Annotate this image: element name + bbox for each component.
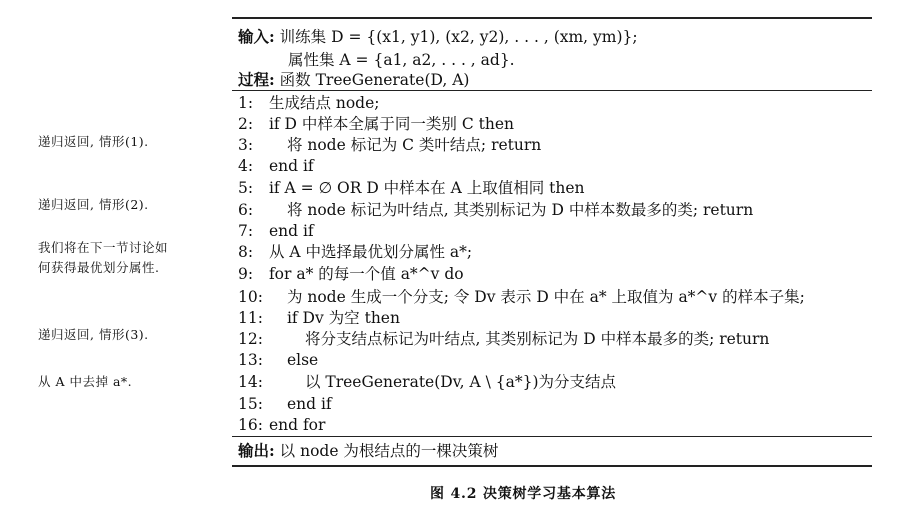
algorithm-line (238, 287, 858, 307)
line-code: end if (268, 222, 314, 240)
line-code: if Dv 为空 then (286, 309, 400, 327)
line-number: 10: (238, 288, 263, 306)
line-number: 2: (238, 115, 254, 133)
line-code: else (286, 351, 319, 369)
line-code: 生成结点 node; (268, 94, 380, 112)
input-line-1 (238, 27, 638, 47)
algorithm-line (238, 394, 858, 414)
process-line (238, 70, 469, 90)
line-code: if D 中样本全属于同一类别 C then (268, 115, 514, 133)
line-number: 6: (238, 201, 254, 219)
line-number: 1: (238, 94, 254, 112)
line-number: 5: (238, 179, 254, 197)
line-number: 8: (238, 243, 254, 261)
line-number: 12: (238, 330, 263, 348)
side-note-1: 递归返回, 情形(1). (38, 134, 149, 149)
line-number: 7: (238, 222, 254, 240)
algorithm-line (238, 221, 858, 241)
line-code: 以 TreeGenerate(Dv, A \ {a*})为分支结点 (304, 373, 616, 391)
input-training-set: 训练集 D = {(x1, y1), (x2, y2), . . . , (xm, ym)}; (279, 28, 638, 46)
side-note-3-line-2: 何获得最优划分属性. (38, 260, 160, 275)
algorithm-line (238, 200, 858, 220)
algorithm-line (238, 308, 858, 328)
algorithm-line (238, 350, 858, 370)
algorithm-line (238, 329, 858, 349)
side-note-2: 递归返回, 情形(2). (38, 197, 149, 212)
line-code: 将 node 标记为叶结点, 其类别标记为 D 中样本数最多的类; return (286, 201, 754, 219)
line-code: if A = ∅ OR D 中样本在 A 上取值相同 then (268, 179, 585, 197)
line-number: 16: (238, 416, 263, 434)
line-code: end if (286, 395, 332, 413)
side-note-5: 从 A 中去掉 a*. (38, 374, 133, 389)
side-note-4: 递归返回, 情形(3). (38, 327, 149, 342)
input-label: 输入: (238, 27, 275, 46)
line-code: 从 A 中选择最优划分属性 a*; (268, 243, 473, 261)
line-number: 15: (238, 395, 263, 413)
line-code: 将分支结点标记为叶结点, 其类别标记为 D 中样本最多的类; return (304, 330, 770, 348)
output-label: 输出: (238, 441, 275, 460)
input-attribute-set: 属性集 A = {a1, a2, . . . , ad}. (288, 51, 515, 69)
line-number: 13: (238, 351, 263, 369)
input-line-2 (288, 50, 515, 70)
top-rule (232, 17, 872, 19)
line-number: 11: (238, 309, 263, 327)
algorithm-line (238, 156, 858, 176)
algorithm-line (238, 178, 858, 198)
algorithm-line (238, 93, 858, 113)
side-note-3 (38, 238, 168, 278)
algorithm-line (238, 242, 858, 262)
bottom-rule (232, 465, 872, 467)
line-number: 14: (238, 373, 263, 391)
algorithm-line (238, 135, 858, 155)
algorithm-line (238, 372, 858, 392)
output-line (238, 441, 498, 461)
output-value: 以 node 为根结点的一棵决策树 (279, 442, 499, 460)
algorithm-line (238, 415, 858, 435)
algorithm-line (238, 114, 858, 134)
line-code: end if (268, 157, 314, 175)
process-label: 过程: (238, 70, 275, 89)
process-function: 函数 TreeGenerate(D, A) (279, 71, 470, 89)
header-divider-rule (232, 90, 872, 91)
line-number: 4: (238, 157, 254, 175)
line-code: for a* 的每一个值 a*^v do (268, 265, 464, 283)
side-note-3-line-1: 我们将在下一节讨论如 (38, 240, 169, 255)
line-number: 9: (238, 265, 254, 283)
figure-caption: 图 4.2 决策树学习基本算法 (430, 486, 617, 502)
line-code: 将 node 标记为 C 类叶结点; return (286, 136, 542, 154)
algorithm-line (238, 264, 858, 284)
line-code: 为 node 生成一个分支; 令 Dv 表示 D 中在 a* 上取值为 a*^v 的样本子集; (286, 288, 805, 306)
line-number: 3: (238, 136, 254, 154)
footer-divider-rule (232, 436, 872, 437)
line-code: end for (268, 416, 326, 434)
